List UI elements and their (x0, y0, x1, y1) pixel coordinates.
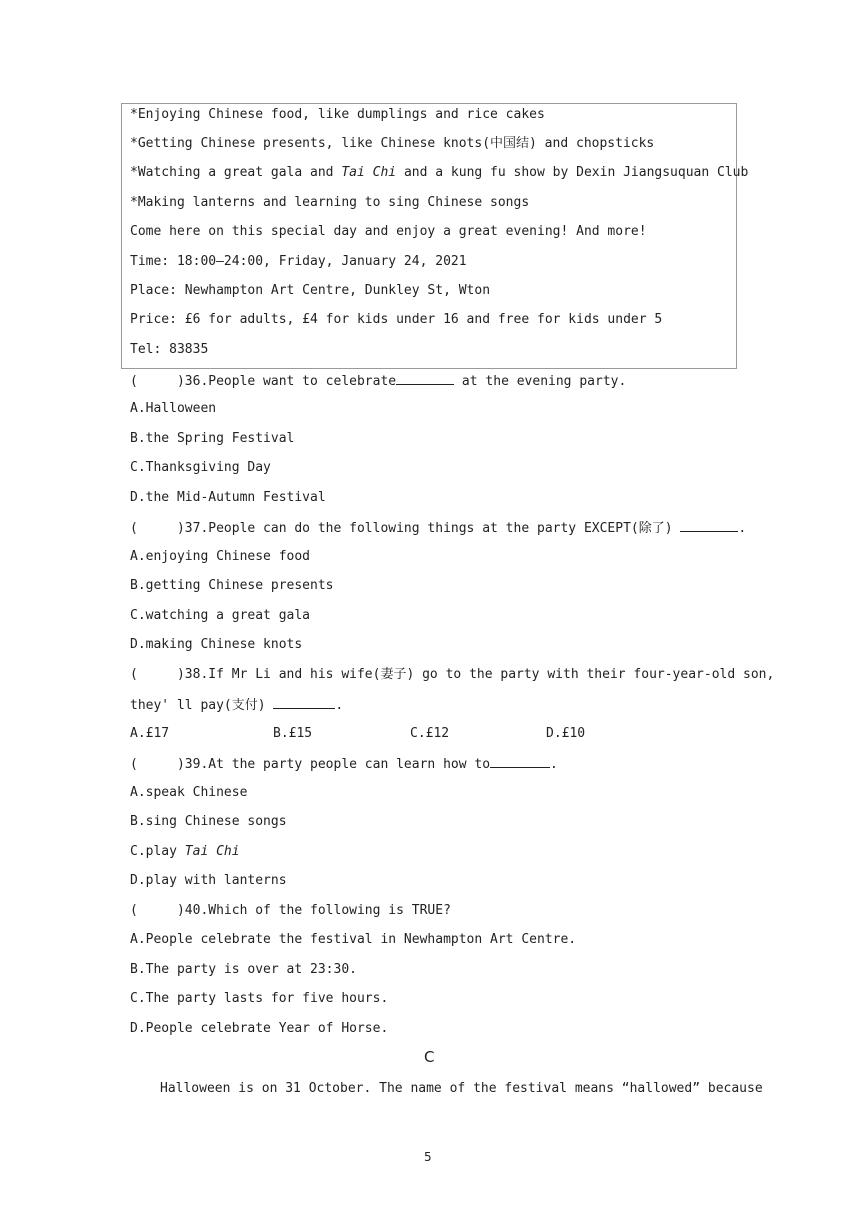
notice-line-price: Price: £6 for adults, £4 for kids under 16 and free for kids under 5 (130, 312, 663, 327)
question-38-option-a: A.£17 (130, 726, 170, 741)
question-36-stem-a: ( )36.People want to celebrate (130, 374, 397, 389)
question-38-stem-a: they' ll pay(支付) (130, 698, 274, 713)
notice-line-invite: Come here on this special day and enjoy a great evening! And more! (130, 224, 647, 239)
question-38-option-b: B.£15 (273, 726, 313, 741)
notice-line-gala-lead: *Watching a great gala and (130, 165, 342, 180)
question-39-option-c-lead: C.play (130, 844, 185, 859)
notice-line-place: Place: Newhampton Art Centre, Dunkley St, Wton (130, 283, 491, 298)
question-39-option-d: D.play with lanterns (130, 873, 287, 888)
question-38-stem-b: . (335, 698, 344, 713)
question-38-stem-line2 (130, 695, 343, 715)
question-40-stem: ( )40.Which of the following is TRUE? (130, 903, 451, 918)
notice-line-presents: *Getting Chinese presents, like Chinese knots(中国结) and chopsticks (130, 136, 655, 151)
answer-blank (273, 695, 335, 709)
question-37-option-b: B.getting Chinese presents (130, 578, 334, 593)
question-39-option-b: B.sing Chinese songs (130, 814, 287, 829)
question-38-stem-line1: ( )38.If Mr Li and his wife(妻子) go to the party with their four-year-old son, (130, 667, 775, 682)
question-39-stem (130, 754, 558, 774)
question-37-stem-a: ( )37.People can do the following things at the party EXCEPT(除了) (130, 521, 681, 536)
question-36-stem-b: at the evening party. (454, 374, 627, 389)
question-36-stem (130, 371, 626, 391)
question-40-option-a: A.People celebrate the festival in Newhampton Art Centre. (130, 932, 577, 947)
question-36-option-d: D.the Mid-Autumn Festival (130, 490, 326, 505)
question-37-option-a: A.enjoying Chinese food (130, 549, 311, 564)
question-36-option-b: B.the Spring Festival (130, 431, 295, 446)
tai-chi-italic: Tai Chi (184, 844, 240, 859)
question-40-option-d: D.People celebrate Year of Horse. (130, 1021, 389, 1036)
question-40-option-c: C.The party lasts for five hours. (130, 991, 389, 1006)
question-37-stem (130, 518, 746, 538)
passage-first-line: Halloween is on 31 October. The name of the festival means “hallowed” because (160, 1081, 763, 1096)
question-39-stem-a: ( )39.At the party people can learn how to (130, 757, 491, 772)
question-37-option-c: C.watching a great gala (130, 608, 311, 623)
answer-blank (396, 371, 454, 385)
answer-blank (490, 754, 550, 768)
notice-line-gala-rest: and a kung fu show by Dexin Jiangsuquan Club (396, 165, 749, 180)
question-38-option-d: D.£10 (546, 726, 586, 741)
section-heading: C (424, 1048, 435, 1066)
question-36-option-a: A.Halloween (130, 401, 217, 416)
question-38-option-c: C.£12 (410, 726, 450, 741)
question-39-option-c (130, 843, 240, 861)
notice-line-lanterns: *Making lanterns and learning to sing Chinese songs (130, 195, 530, 210)
question-37-option-d: D.making Chinese knots (130, 637, 303, 652)
question-40-option-b: B.The party is over at 23:30. (130, 962, 357, 977)
question-39-option-a: A.speak Chinese (130, 785, 248, 800)
notice-line-time: Time: 18:00—24:00, Friday, January 24, 2021 (130, 254, 467, 269)
notice-line-tel: Tel: 83835 (130, 342, 209, 357)
question-36-option-c: C.Thanksgiving Day (130, 460, 271, 475)
notice-line-food: *Enjoying Chinese food, like dumplings and rice cakes (130, 107, 545, 122)
question-39-stem-b: . (550, 757, 558, 772)
notice-line-gala (130, 164, 748, 182)
page-number: 5 (424, 1150, 432, 1164)
tai-chi-italic: Tai Chi (341, 165, 397, 180)
answer-blank (680, 518, 738, 532)
question-37-stem-b: . (738, 521, 747, 536)
